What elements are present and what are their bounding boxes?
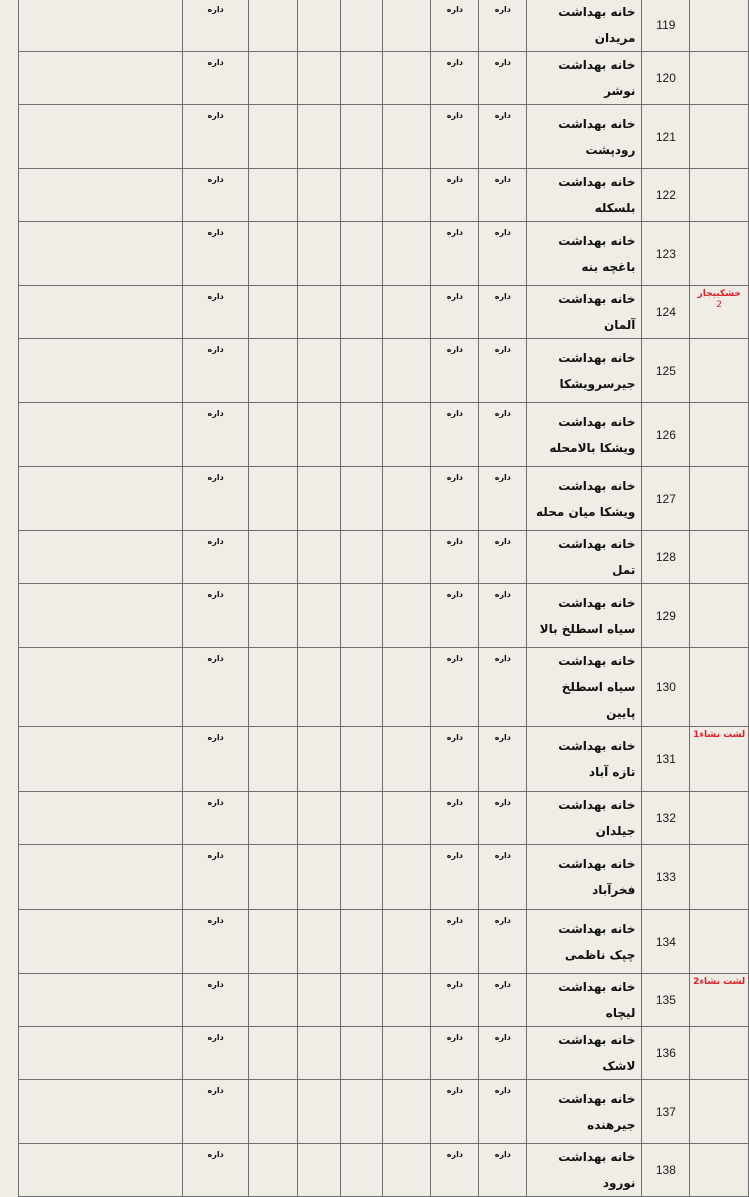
status-cell: داره [431, 1027, 479, 1080]
health-house-name: خانه بهداشت باغچه بنه [527, 222, 642, 286]
health-house-name: خانه بهداشت تمل [527, 531, 642, 584]
empty-cell [249, 105, 298, 169]
health-house-name: خانه بهداشت رودپشت [527, 105, 642, 169]
row-number: 122 [642, 169, 690, 222]
empty-cell [383, 52, 431, 105]
row-number: 134 [642, 910, 690, 974]
health-house-name: خانه بهداشت چپک ناظمی [527, 910, 642, 974]
health-house-table-sheet [18, 0, 749, 1197]
empty-cell [298, 286, 341, 339]
status-cell: داره [479, 286, 527, 339]
empty-cell [298, 52, 341, 105]
status-cell: داره [431, 1080, 479, 1144]
status-cell: داره [431, 339, 479, 403]
empty-cell [298, 648, 341, 727]
remarks-cell [19, 222, 183, 286]
empty-cell [383, 727, 431, 792]
row-number: 132 [642, 792, 690, 845]
empty-cell [340, 727, 383, 792]
empty-cell [340, 1080, 383, 1144]
status-cell: داره [479, 105, 527, 169]
status-cell: داره [479, 1144, 527, 1197]
status-cell: داره [183, 403, 249, 467]
region-cell [690, 467, 749, 531]
table-row [19, 792, 749, 845]
row-number: 127 [642, 467, 690, 531]
table-row [19, 222, 749, 286]
remarks-cell [19, 169, 183, 222]
empty-cell [383, 0, 431, 52]
row-number: 125 [642, 339, 690, 403]
status-cell: داره [431, 286, 479, 339]
remarks-cell [19, 52, 183, 105]
health-house-name: خانه بهداشت سیاه اسطلخ بالا [527, 584, 642, 648]
table-row [19, 1144, 749, 1197]
empty-cell [298, 845, 341, 910]
table-row [19, 845, 749, 910]
status-cell: داره [431, 910, 479, 974]
remarks-cell [19, 974, 183, 1027]
status-cell: داره [183, 910, 249, 974]
empty-cell [383, 169, 431, 222]
status-cell: داره [183, 727, 249, 792]
empty-cell [298, 1027, 341, 1080]
table-row [19, 339, 749, 403]
empty-cell [298, 403, 341, 467]
region-label: لشت نشاء1 [693, 730, 746, 740]
table-row [19, 1080, 749, 1144]
table-row [19, 169, 749, 222]
empty-cell [249, 910, 298, 974]
empty-cell [383, 974, 431, 1027]
empty-cell [340, 845, 383, 910]
empty-cell [298, 1144, 341, 1197]
row-number: 124 [642, 286, 690, 339]
status-cell: داره [479, 222, 527, 286]
region-label: خشکبیجار [697, 289, 741, 299]
status-cell: داره [431, 222, 479, 286]
empty-cell [249, 467, 298, 531]
status-cell: داره [431, 648, 479, 727]
remarks-cell [19, 792, 183, 845]
empty-cell [298, 467, 341, 531]
status-cell: داره [431, 792, 479, 845]
status-cell: داره [183, 1080, 249, 1144]
empty-cell [383, 467, 431, 531]
row-number: 126 [642, 403, 690, 467]
empty-cell [249, 0, 298, 52]
status-cell: داره [183, 105, 249, 169]
status-cell: داره [479, 1080, 527, 1144]
empty-cell [340, 910, 383, 974]
status-cell: داره [479, 531, 527, 584]
status-cell: داره [431, 169, 479, 222]
remarks-cell [19, 727, 183, 792]
status-cell: داره [479, 910, 527, 974]
row-number: 130 [642, 648, 690, 727]
row-number: 136 [642, 1027, 690, 1080]
status-cell: داره [183, 974, 249, 1027]
status-cell: داره [183, 467, 249, 531]
table-row [19, 286, 749, 339]
remarks-cell [19, 0, 183, 52]
region-cell [690, 105, 749, 169]
remarks-cell [19, 845, 183, 910]
empty-cell [383, 286, 431, 339]
status-cell: داره [479, 974, 527, 1027]
empty-cell [383, 1027, 431, 1080]
table-row [19, 0, 749, 52]
row-number: 123 [642, 222, 690, 286]
status-cell: داره [183, 845, 249, 910]
health-house-name: خانه بهداشت لاشک [527, 1027, 642, 1080]
empty-cell [340, 974, 383, 1027]
table-row [19, 648, 749, 727]
row-number: 138 [642, 1144, 690, 1197]
empty-cell [340, 52, 383, 105]
empty-cell [340, 222, 383, 286]
status-cell: داره [479, 584, 527, 648]
empty-cell [298, 1080, 341, 1144]
empty-cell [249, 727, 298, 792]
empty-cell [383, 105, 431, 169]
region-cell [690, 910, 749, 974]
status-cell: داره [431, 845, 479, 910]
empty-cell [340, 1027, 383, 1080]
empty-cell [340, 531, 383, 584]
remarks-cell [19, 105, 183, 169]
row-number: 131 [642, 727, 690, 792]
empty-cell [383, 531, 431, 584]
region-cell [690, 1027, 749, 1080]
health-house-name: خانه بهداشت ویشکا بالامحله [527, 403, 642, 467]
region-cell [690, 792, 749, 845]
row-number: 128 [642, 531, 690, 584]
status-cell: داره [479, 52, 527, 105]
region-cell [690, 648, 749, 727]
status-cell: داره [183, 1027, 249, 1080]
status-cell: داره [431, 467, 479, 531]
empty-cell [340, 169, 383, 222]
empty-cell [383, 339, 431, 403]
empty-cell [298, 792, 341, 845]
empty-cell [249, 403, 298, 467]
empty-cell [340, 0, 383, 52]
status-cell: داره [479, 727, 527, 792]
empty-cell [383, 222, 431, 286]
status-cell: داره [183, 1144, 249, 1197]
region-cell [690, 531, 749, 584]
remarks-cell [19, 1080, 183, 1144]
remarks-cell [19, 467, 183, 531]
region-cell [690, 339, 749, 403]
health-house-name: خانه بهداشت لیچاه [527, 974, 642, 1027]
health-house-name: خانه بهداشت جیرهنده [527, 1080, 642, 1144]
empty-cell [340, 792, 383, 845]
empty-cell [298, 910, 341, 974]
region-number: 2 [716, 300, 723, 310]
status-cell: داره [479, 403, 527, 467]
health-house-table [18, 0, 749, 1197]
status-cell: داره [183, 584, 249, 648]
empty-cell [298, 222, 341, 286]
empty-cell [249, 584, 298, 648]
health-house-name: خانه بهداشت سیاه اسطلخ پایین [527, 648, 642, 727]
empty-cell [383, 845, 431, 910]
status-cell: داره [431, 584, 479, 648]
empty-cell [249, 648, 298, 727]
region-cell [690, 845, 749, 910]
status-cell: داره [431, 974, 479, 1027]
region-cell [690, 1080, 749, 1144]
health-house-name: خانه بهداشت تازه آباد [527, 727, 642, 792]
row-number: 133 [642, 845, 690, 910]
empty-cell [298, 339, 341, 403]
region-cell [690, 52, 749, 105]
region-cell [690, 727, 749, 792]
empty-cell [249, 845, 298, 910]
remarks-cell [19, 403, 183, 467]
region-label: لشت نشاء2 [693, 977, 746, 987]
status-cell: داره [183, 792, 249, 845]
region-cell [690, 222, 749, 286]
row-number: 119 [642, 0, 690, 52]
remarks-cell [19, 648, 183, 727]
health-house-name: خانه بهداشت فخرآباد [527, 845, 642, 910]
status-cell: داره [183, 0, 249, 52]
empty-cell [383, 584, 431, 648]
status-cell: داره [479, 339, 527, 403]
empty-cell [249, 1080, 298, 1144]
status-cell: داره [479, 467, 527, 531]
table-row [19, 910, 749, 974]
empty-cell [249, 52, 298, 105]
health-house-name: خانه بهداشت نورود [527, 1144, 642, 1197]
remarks-cell [19, 584, 183, 648]
table-row [19, 403, 749, 467]
region-cell [690, 1144, 749, 1197]
empty-cell [249, 286, 298, 339]
empty-cell [298, 105, 341, 169]
empty-cell [340, 1144, 383, 1197]
region-cell [690, 584, 749, 648]
empty-cell [340, 467, 383, 531]
table-row [19, 1027, 749, 1080]
health-house-name: خانه بهداشت بلسکله [527, 169, 642, 222]
region-cell [690, 974, 749, 1027]
status-cell: داره [431, 105, 479, 169]
empty-cell [298, 531, 341, 584]
empty-cell [298, 974, 341, 1027]
empty-cell [249, 531, 298, 584]
status-cell: داره [479, 169, 527, 222]
empty-cell [249, 339, 298, 403]
remarks-cell [19, 1027, 183, 1080]
row-number: 135 [642, 974, 690, 1027]
health-house-name: خانه بهداشت نوشر [527, 52, 642, 105]
status-cell: داره [431, 52, 479, 105]
status-cell: داره [183, 222, 249, 286]
status-cell: داره [183, 52, 249, 105]
empty-cell [298, 0, 341, 52]
status-cell: داره [183, 286, 249, 339]
status-cell: داره [479, 648, 527, 727]
status-cell: داره [431, 727, 479, 792]
empty-cell [249, 1027, 298, 1080]
empty-cell [340, 648, 383, 727]
empty-cell [340, 105, 383, 169]
region-cell [690, 403, 749, 467]
status-cell: داره [431, 531, 479, 584]
empty-cell [249, 169, 298, 222]
empty-cell [298, 169, 341, 222]
region-cell [690, 0, 749, 52]
row-number: 121 [642, 105, 690, 169]
empty-cell [383, 910, 431, 974]
table-row [19, 467, 749, 531]
table-row [19, 531, 749, 584]
empty-cell [340, 584, 383, 648]
empty-cell [249, 222, 298, 286]
status-cell: داره [479, 1027, 527, 1080]
status-cell: داره [431, 403, 479, 467]
health-house-name: خانه بهداشت ویشکا میان محله [527, 467, 642, 531]
status-cell: داره [183, 531, 249, 584]
remarks-cell [19, 286, 183, 339]
table-row [19, 727, 749, 792]
status-cell: داره [431, 1144, 479, 1197]
empty-cell [249, 792, 298, 845]
row-number: 129 [642, 584, 690, 648]
empty-cell [383, 403, 431, 467]
row-number: 137 [642, 1080, 690, 1144]
table-row [19, 584, 749, 648]
health-house-name: خانه بهداشت جیرسرویشکا [527, 339, 642, 403]
table-row [19, 974, 749, 1027]
status-cell: داره [183, 339, 249, 403]
empty-cell [249, 1144, 298, 1197]
health-house-name: خانه بهداشت آلمان [527, 286, 642, 339]
status-cell: داره [431, 0, 479, 52]
status-cell: داره [479, 792, 527, 845]
status-cell: داره [183, 648, 249, 727]
table-row [19, 105, 749, 169]
remarks-cell [19, 339, 183, 403]
empty-cell [383, 1080, 431, 1144]
remarks-cell [19, 910, 183, 974]
empty-cell [298, 727, 341, 792]
status-cell: داره [183, 169, 249, 222]
empty-cell [340, 286, 383, 339]
empty-cell [249, 974, 298, 1027]
health-house-name: خانه بهداشت مریدان [527, 0, 642, 52]
remarks-cell [19, 531, 183, 584]
empty-cell [340, 339, 383, 403]
empty-cell [383, 648, 431, 727]
region-cell [690, 169, 749, 222]
health-house-name: خانه بهداشت جیلدان [527, 792, 642, 845]
empty-cell [383, 1144, 431, 1197]
row-number: 120 [642, 52, 690, 105]
status-cell: داره [479, 0, 527, 52]
empty-cell [340, 403, 383, 467]
empty-cell [383, 792, 431, 845]
empty-cell [298, 584, 341, 648]
table-row [19, 52, 749, 105]
region-cell [690, 286, 749, 339]
remarks-cell [19, 1144, 183, 1197]
status-cell: داره [479, 845, 527, 910]
